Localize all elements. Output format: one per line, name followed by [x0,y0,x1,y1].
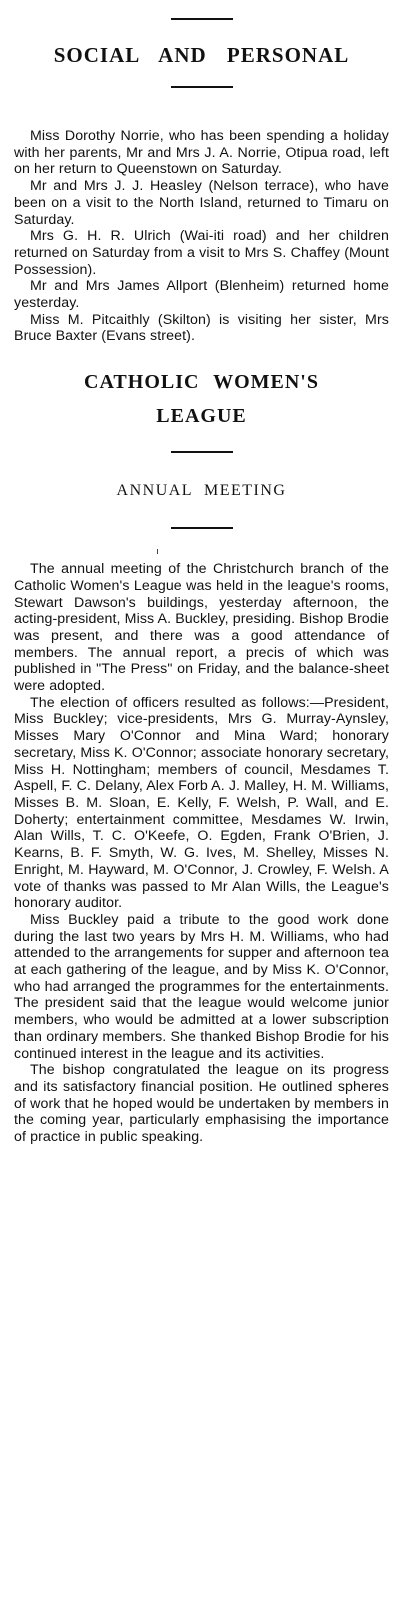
print-speck [14,547,389,561]
social-paragraph: Mrs G. H. R. Ulrich (Wai-iti road) and her children returned on Saturday from a visit to Mrs S. Chaffey (Mount Possession). [14,228,389,278]
social-paragraph: Mr and Mrs James Allport (Blenheim) returned home yesterday. [14,278,389,312]
league-subheading-rule [171,527,233,529]
social-paragraph: Miss M. Pitcaithly (Skilton) is visiting her sister, Mrs Bruce Baxter (Evans street). [14,311,389,345]
league-heading-line1: CATHOLIC WOMEN'S [84,371,319,394]
league-heading-rule [171,451,233,453]
top-rule [171,18,233,20]
league-heading [14,365,389,433]
social-paragraph: Miss Dorothy Norrie, who has been spending a holiday with her parents, Mr and Mrs J. A. Norrie, Otipua road, left on her return to Queenstown on Saturday. [14,128,389,178]
social-paragraph: Mr and Mrs J. J. Heasley (Nelson terrace), who have been on a visit to the North Island, returned to Timaru on Saturday. [14,178,389,228]
league-paragraph: The annual meeting of the Christchurch branch of the Catholic Women's League was held in the league's rooms, Stewart Dawson's buildings, yesterday afternoon, the acting-president, Miss A. Buckley, presiding. Bishop Brodie was present, and there was a good attendance of members. The annual report, a precis of which was published in "The Press" on Friday, and the balance-sheet were adopted. [14,561,389,695]
league-subheading: ANNUAL MEETING [116,482,287,500]
league-paragraph: The election of officers resulted as follows:—President, Miss Buckley; vice-presidents, Mrs G. Murray-Aynsley, Misses Mary O'Connor and Mina Ward; honorary secretary, Miss K. O'Connor; associate honorary secretary, Miss H. Nottingham; members of council, Mesdames T. Aspell, F. C. Delany, Alex Forb A. J. Malley, H. M. Williams, Misses B. M. Sloan, E. Kelly, F. Welsh, P. Wall, and E. Doherty; entertainment committee, Mesdames W. Irwin, Alan Wills, T. C. O'Keefe, O. Egden, Frank O'Brien, J. Kearns, B. F. Smyth, W. G. Ives, M. Shelley, Misses N. Enright, M. Hayward, M. O'Connor, J. Crowley, F. Welsh. A vote of thanks was passed to Mr Alan Wills, the League's honorary auditor. [14,694,389,912]
social-heading: SOCIAL AND PERSONAL [53,43,350,67]
league-paragraph: The bishop congratulated the league on its progress and its satisfactory financial position. He outlined spheres of work that he hoped would be undertaken by members in the coming year, particularly emphasising the importance of practice in public speaking. [14,1062,389,1146]
league-body [14,561,389,1146]
social-body [14,128,389,345]
league-heading-line2: LEAGUE [156,405,247,428]
social-heading-rule [171,86,233,88]
league-paragraph: Miss Buckley paid a tribute to the good work done during the last two years by Mrs H. M. Williams, who had attended to the arrangements for supper and afternoon tea at each gathering of the league, and by Miss K. O'Connor, who had arranged the programmes for the entertainments. The president said that the league would welcome junior members, who would be admitted at a lower subscription than ordinary members. She thanked Bishop Brodie for his continued interest in the league and its activities. [14,911,389,1062]
